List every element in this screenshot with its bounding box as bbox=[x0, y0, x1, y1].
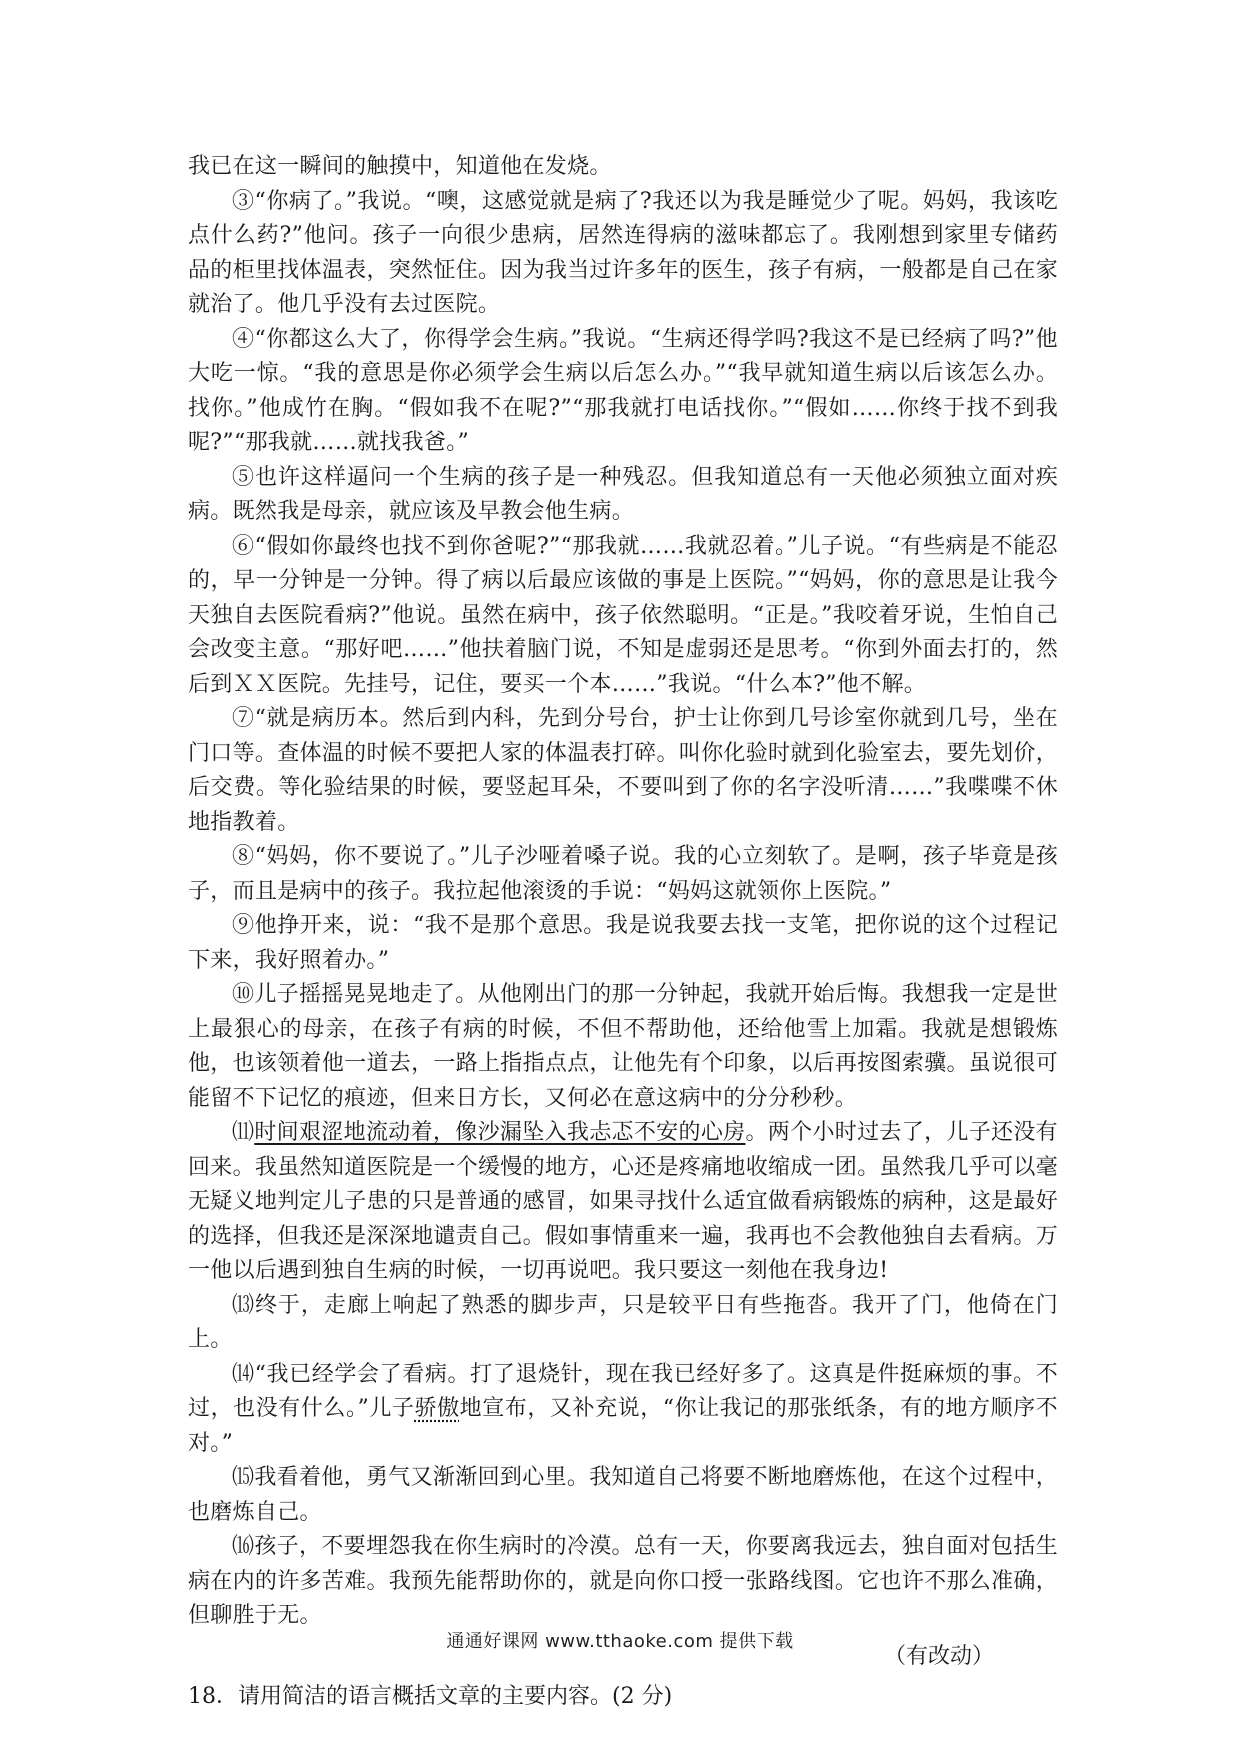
paragraph-3 bbox=[188, 185, 1058, 323]
paragraph-text: ④“你都这么大了，你得学会生病。”我说。“生病还得学吗?我这不是已经病了吗?”他大吃一惊。“我的意思是你必须学会生病以后怎么办。”“我早就知道生病以后该怎么办。找你。”他成竹在胸。“假如我不在呢?”“那我就打电话找你。”“假如……你终于找不到我呢?”“那我就……就找我爸。” bbox=[188, 326, 1058, 455]
underlined-sentence: 时间艰涩地流动着，像沙漏坠入我忐忑不安的心房 bbox=[254, 1120, 746, 1145]
question-18: 18．请用简洁的语言概括文章的主要内容。(2 分) bbox=[188, 1683, 673, 1709]
article-body bbox=[188, 150, 1058, 1714]
paragraph-5 bbox=[188, 461, 1058, 530]
paragraph-text: ③“你病了。”我说。“噢，这感觉就是病了?我还以为我是睡觉少了呢。妈妈，我该吃点什么药?”他问。孩子一向很少患病，居然连得病的滋味都忘了。我刚想到家里专储药品的柜里找体温表，突然怔住。因为我当过许多年的医生，孩子有病，一般都是自己在家就治了。他几乎没有去过医院。 bbox=[188, 188, 1058, 317]
paragraph-15 bbox=[188, 1461, 1058, 1530]
paragraph-13 bbox=[188, 1289, 1058, 1358]
paragraph-text: ⒁“我已经学会了看病。打了退烧针，现在我已经好多了。这真是件挺麻烦的事。不过，也没有什么。”儿子 bbox=[188, 1361, 1058, 1421]
emphasized-word: 骄傲 bbox=[414, 1396, 460, 1421]
paragraph-continuation bbox=[188, 150, 1058, 185]
paragraph-text: 地宣布，又补充说，“你让我记的那张纸条，有的地方顺序不对。” bbox=[188, 1396, 1058, 1456]
paragraph-8 bbox=[188, 840, 1058, 909]
paragraph-16 bbox=[188, 1530, 1058, 1634]
paragraph-text: ⒀终于，走廊上响起了熟悉的脚步声，只是较平日有些拖沓。我开了门，他倚在门上。 bbox=[188, 1292, 1058, 1352]
page-footer: 通通好课网 www.tthaoke.com 提供下载 bbox=[446, 1631, 794, 1652]
paragraph-7 bbox=[188, 702, 1058, 840]
paragraph-text: ⑦“就是病历本。然后到内科，先到分号台，护士让你到几号诊室你就到几号，坐在门口等。查体温的时候不要把人家的体温表打碎。叫你化验时就到化验室去，要先划价，后交费。等化验结果的时候，要竖起耳朵，不要叫到了你的名字没听清……”我喋喋不休地指教着。 bbox=[188, 706, 1058, 835]
paragraph-text: ⑤也许这样逼问一个生病的孩子是一种残忍。但我知道总有一天他必须独立面对疾病。既然我是母亲，就应该及早教会他生病。 bbox=[188, 464, 1058, 524]
source-note: （有改动） bbox=[883, 1643, 994, 1669]
paragraph-number: ⑾ bbox=[232, 1120, 255, 1145]
paragraph-text: 。两个小时过去了，儿子还没有回来。我虽然知道医院是一个缓慢的地方，心还是疼痛地收缩成一团。虽然我几乎可以毫无疑义地判定儿子患的只是普通的感冒，如果寻找什么适宜做看病锻炼的病种，这是最好的选择，但我还是深深地谴责自己。假如事情重来一遍，我再也不会教他独自去看病。万一他以后遇到独自生病的时候，一切再说吧。我只要这一刻他在我身边! bbox=[188, 1120, 1058, 1283]
paragraph-9 bbox=[188, 909, 1058, 978]
paragraph-text: ⑥“假如你最终也找不到你爸呢?”“那我就……我就忍着。”儿子说。“有些病是不能忍的，早一分钟是一分钟。得了病以后最应该做的事是上医院。”“妈妈，你的意思是让我今天独自去医院看病?”他说。虽然在病中，孩子依然聪明。“正是。”我咬着牙说，生怕自己会改变主意。“那好吧……”他扶着脑门说，不知是虚弱还是思考。“你到外面去打的，然后到ＸＸ医院。先挂号，记住，要买一个本……”我说。“什么本?”他不解。 bbox=[188, 533, 1058, 697]
paragraph-text: ⒃孩子，不要埋怨我在你生病时的冷漠。总有一天，你要离我远去，独自面对包括生病在内的许多苦难。我预先能帮助你的，就是向你口授一张路线图。它也许不那么准确，但聊胜于无。 bbox=[188, 1534, 1058, 1628]
paragraph-14 bbox=[188, 1358, 1058, 1462]
paragraph-10 bbox=[188, 978, 1058, 1116]
paragraph-text: ⑩儿子摇摇晃晃地走了。从他刚出门的那一分钟起，我就开始后悔。我想我一定是世上最狠心的母亲，在孩子有病的时候，不但不帮助他，还给他雪上加霜。我就是想锻炼他，也该领着他一道去，一路上指指点点，让他先有个印象，以后再按图索骥。虽说很可能留不下记忆的痕迹，但来日方长，又何必在意这病中的分分秒秒。 bbox=[188, 982, 1058, 1111]
paragraph-text: 我已在这一瞬间的触摸中，知道他在发烧。 bbox=[188, 154, 612, 179]
paragraph-6 bbox=[188, 530, 1058, 703]
paragraph-11 bbox=[188, 1116, 1058, 1289]
paragraph-text: ⒂我看着他，勇气又渐渐回到心里。我知道自己将要不断地磨炼他，在这个过程中，也磨炼自己。 bbox=[188, 1465, 1058, 1525]
paragraph-text: ⑧“妈妈，你不要说了。”儿子沙哑着嗓子说。我的心立刻软了。是啊，孩子毕竟是孩子，而且是病中的孩子。我拉起他滚烫的手说：“妈妈这就领你上医院。” bbox=[188, 844, 1058, 904]
paragraph-4 bbox=[188, 323, 1058, 461]
paragraph-text: ⑨他挣开来，说：“我不是那个意思。我是说我要去找一支笔，把你说的这个过程记下来，我好照着办。” bbox=[188, 913, 1058, 973]
